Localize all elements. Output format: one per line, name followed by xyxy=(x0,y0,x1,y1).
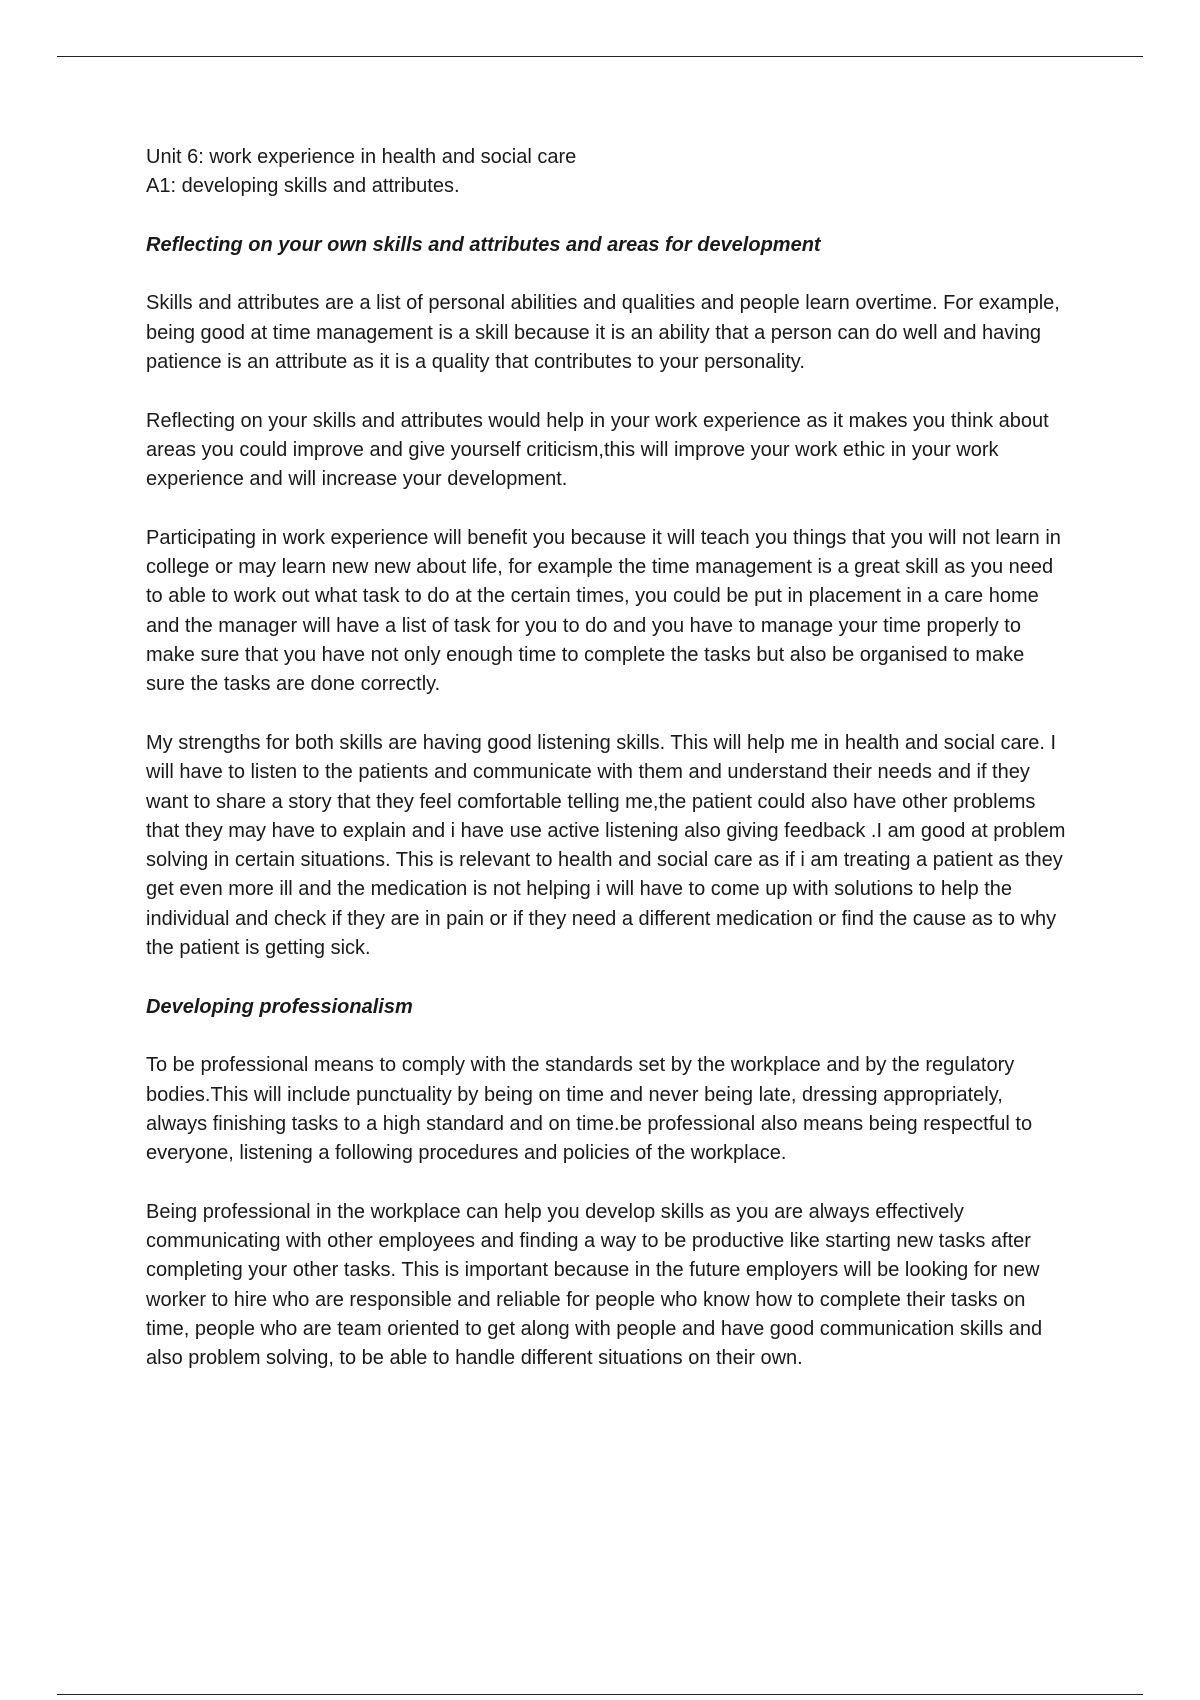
top-divider xyxy=(57,56,1143,57)
document-body xyxy=(146,143,1066,1403)
section-heading-reflecting: Reflecting on your own skills and attributes and areas for development xyxy=(146,233,821,256)
document-subtitle: A1: developing skills and attributes. xyxy=(146,175,460,198)
paragraph-skills-attributes: Skills and attributes are a list of personal abilities and qualities and people learn overtime. For example, being good at time management is a skill because it is an ability that a person can do well and having patience is an attribute as it is a quality that contributes to your personality. xyxy=(146,292,1060,374)
section-heading-professionalism: Developing professionalism xyxy=(146,995,413,1018)
paragraph-strengths: My strengths for both skills are having good listening skills. This will help me in health and social care. I will have to listen to the patients and communicate with them and understand their needs and if they want to share a story that they feel comfortable telling me,the patient could also have other problems that they may have to explain and i have use active listening also giving feedback .I am good at problem solving in certain situations. This is relevant to health and social care as if i am treating a patient as they get even more ill and the medication is not helping i will have to come up with solutions to help the individual and check if they are in pain or if they need a different medication or find the cause as to why the patient is getting sick. xyxy=(146,731,1066,960)
paragraph-participating: Participating in work experience will benefit you because it will teach you things that you will not learn in college or may learn new new about life, for example the time management is a great skill as you need to able to work out what task to do at the certain times, you could be put in placement in a care home and the manager will have a list of task for you to do and you have to manage your time properly to make sure that you have not only enough time to complete the tasks but also be organised to make sure the tasks are done correctly. xyxy=(146,526,1061,696)
unit-title: Unit 6: work experience in health and social care xyxy=(146,146,577,168)
paragraph-professional-meaning: To be professional means to comply with the standards set by the workplace and by the regulatory bodies.This will include punctuality by being on time and never being late, dressing appropriately, always finishing tasks to a high standard and on time.be professional also means being respectful to everyone, listening a following procedures and policies of the workplace. xyxy=(146,1054,1033,1165)
paragraph-reflecting: Reflecting on your skills and attributes would help in your work experience as it makes you think about areas you could improve and give yourself criticism,this will improve your work ethic in your work experience and will increase your development. xyxy=(146,409,1049,491)
paragraph-professional-workplace: Being professional in the workplace can help you develop skills as you are always effectively communicating with other employees and finding a way to be productive like starting new tasks after completing your other tasks. This is important because in the future employers will be looking for new worker to hire who are responsible and reliable for people who know how to complete their tasks on time, people who are team oriented to get along with people and have good communication skills and also problem solving, to be able to handle different situations on their own. xyxy=(146,1200,1043,1370)
bottom-divider xyxy=(57,1694,1143,1695)
